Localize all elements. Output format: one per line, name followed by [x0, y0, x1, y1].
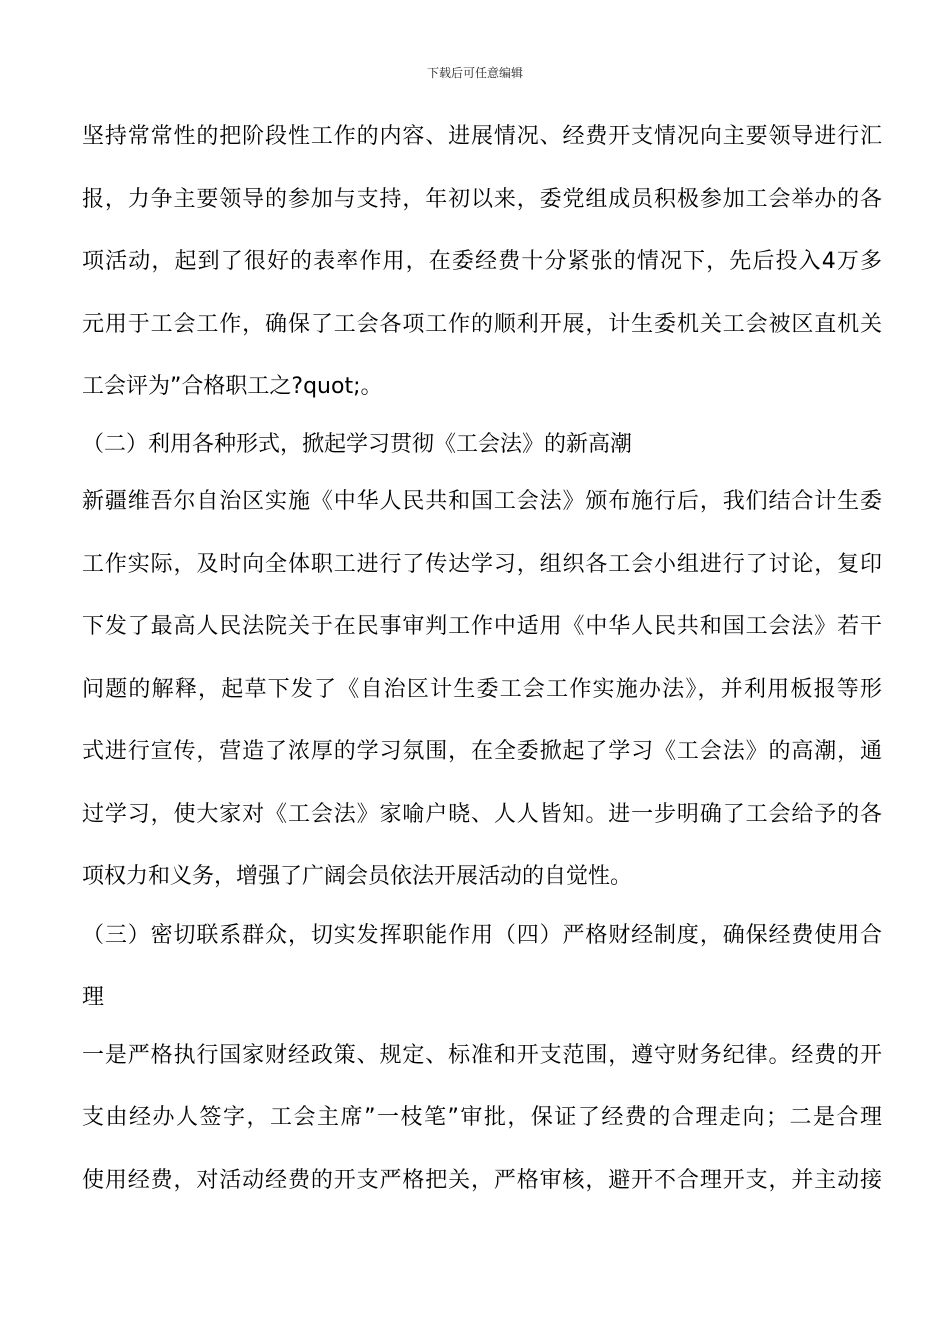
section-heading: （三）密切联系群众，切实发挥职能作用（四）严格财经制度，确保经费使用合	[82, 923, 882, 948]
paragraph-line: 工作实际，及时向全体职工进行了传达学习，组织各工会小组进行了讨论，复印	[82, 552, 882, 577]
paragraph-line: 式进行宣传，营造了浓厚的学习氛围，在全委掀起了学习《工会法》的高潮，通	[82, 739, 882, 764]
paragraph-line: 报，力争主要领导的参加与支持，年初以来，委党组成员积极参加工会举办的各	[82, 187, 882, 212]
paragraph-line: 一是严格执行国家财经政策、规定、标准和开支范围，遵守财务纪律。经费的开	[82, 1043, 882, 1068]
section-heading: 理	[82, 985, 105, 1010]
paragraph-line: 坚持常常性的把阶段性工作的内容、进展情况、经费开支情况向主要领导进行汇	[82, 124, 882, 149]
paragraph-line: 项权力和义务，增强了广阔会员依法开展活动的自觉性。	[82, 864, 633, 889]
paragraph-line: 工会评为”合格职工之?quot;。	[82, 374, 383, 399]
paragraph-line: 项活动，起到了很好的表率作用，在委经费十分紧张的情况下，先后投入4万多	[82, 249, 882, 274]
section-heading: （二）利用各种形式，掀起学习贯彻《工会法》的新高潮	[82, 432, 633, 457]
paragraph-line: 使用经费，对活动经费的开支严格把关，严格审核，避开不合理开支，并主动接	[82, 1168, 882, 1193]
paragraph-line: 支由经办人签字，工会主席”一枝笔”审批，保证了经费的合理走向；二是合理	[82, 1105, 882, 1130]
paragraph-line: 过学习，使大家对《工会法》家喻户晓、人人皆知。进一步明确了工会给予的各	[82, 802, 882, 827]
page-header: 下载后可任意编辑	[426, 66, 523, 80]
paragraph-line: 新疆维吾尔自治区实施《中华人民共和国工会法》颁布施行后，我们结合计生委	[82, 489, 882, 514]
paragraph-line: 元用于工会工作，确保了工会各项工作的顺利开展，计生委机关工会被区直机关	[82, 312, 882, 337]
paragraph-line: 问题的解释，起草下发了《自治区计生委工会工作实施办法》，并利用板报等形	[82, 677, 882, 702]
paragraph-line: 下发了最高人民法院关于在民事审判工作中适用《中华人民共和国工会法》若干	[82, 614, 882, 639]
